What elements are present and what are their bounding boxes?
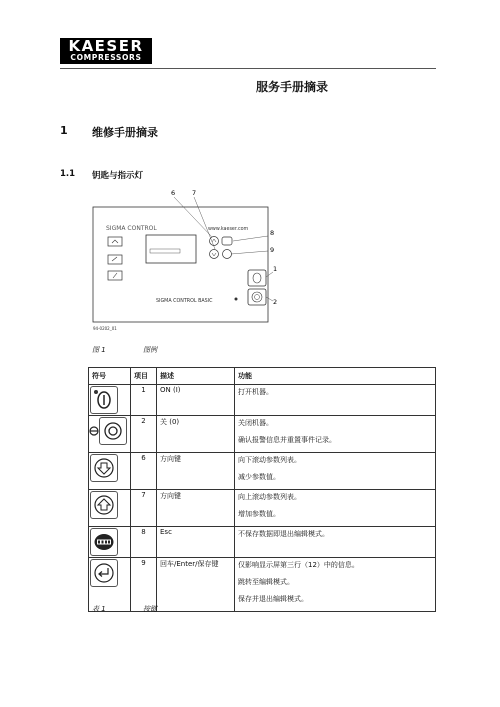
row-item: 9 <box>131 558 157 612</box>
row-description: Esc <box>157 527 235 558</box>
panel-name-text: SIGMA CONTROL BASIC <box>156 299 213 304</box>
off-indicator-icon <box>89 426 99 436</box>
table-row <box>89 527 436 558</box>
row-item: 6 <box>131 453 157 490</box>
arrow-up-key-icon <box>90 491 118 519</box>
header-item: 项目 <box>131 368 157 385</box>
table-caption-number: 表 1 <box>92 605 106 613</box>
header-description: 描述 <box>157 368 235 385</box>
row-function: 打开机器。 <box>238 388 273 396</box>
row-item: 8 <box>131 527 157 558</box>
callout-1: 1 <box>273 265 278 273</box>
panel-website-text: www.kaeser.com <box>208 227 249 232</box>
callout-8: 8 <box>270 229 275 237</box>
subsection-title: 钥匙与指示灯 <box>92 171 144 181</box>
row-function: 仅影响显示屏第三行（12）中的信息。 <box>238 561 359 569</box>
row-function: 关闭机器。 <box>238 419 273 427</box>
table-caption-text: 按键 <box>143 605 157 613</box>
callout-9: 9 <box>270 246 275 254</box>
keys-table <box>88 367 436 612</box>
document-title: 服务手册摘录 <box>256 80 329 94</box>
row-item: 2 <box>131 416 157 453</box>
on-key-icon <box>90 386 118 414</box>
row-description: 方向键 <box>157 453 235 490</box>
row-function: 跳转至编辑模式。 <box>238 578 294 586</box>
section-title: 维修手册摘录 <box>92 126 158 139</box>
logo-line-2: COMPRESSORS <box>70 53 142 62</box>
table-row <box>89 453 436 490</box>
row-function: 增加参数值。 <box>238 510 280 518</box>
logo-line-1: KAESER <box>68 37 144 55</box>
figure-caption-number: 图 1 <box>92 346 106 354</box>
row-item: 7 <box>131 490 157 527</box>
callout-2: 2 <box>273 298 278 306</box>
header-symbol: 符号 <box>89 368 131 385</box>
enter-key-icon <box>90 559 118 587</box>
callout-7: 7 <box>192 189 197 197</box>
table-row <box>89 490 436 527</box>
header-function: 功能 <box>235 368 436 385</box>
control-panel-figure <box>88 185 288 335</box>
arrow-down-key-icon <box>90 454 118 482</box>
table-row <box>89 416 436 453</box>
kaeser-logo <box>60 38 152 64</box>
drawing-id: 94-0202_01 <box>93 326 117 331</box>
row-function: 向上滚动参数列表。 <box>238 493 301 501</box>
row-function: 确认报警信息并重置事件记录。 <box>238 436 336 444</box>
row-description: 回车/Enter/保存键 <box>157 558 235 612</box>
row-item: 1 <box>131 385 157 416</box>
off-key-icon <box>99 417 127 445</box>
row-description: 关 (0) <box>157 416 235 453</box>
esc-key-icon <box>90 528 118 556</box>
row-description: 方向键 <box>157 490 235 527</box>
row-function: 不保存数据即退出编辑模式。 <box>238 530 329 538</box>
callout-6: 6 <box>171 189 176 197</box>
figure-caption-text: 图例 <box>143 346 157 354</box>
row-function: 向下滚动参数列表。 <box>238 456 301 464</box>
table-row <box>89 558 436 612</box>
row-function: 减少参数值。 <box>238 473 280 481</box>
row-description: ON (I) <box>157 385 235 416</box>
table-row <box>89 385 436 416</box>
subsection-number: 1.1 <box>60 169 76 179</box>
row-function: 保存并退出编辑模式。 <box>238 595 308 603</box>
header-divider <box>60 68 436 69</box>
panel-brand-text: SIGMA CONTROL <box>106 225 157 232</box>
section-number: 1 <box>60 124 68 137</box>
table-header-row <box>89 368 436 385</box>
